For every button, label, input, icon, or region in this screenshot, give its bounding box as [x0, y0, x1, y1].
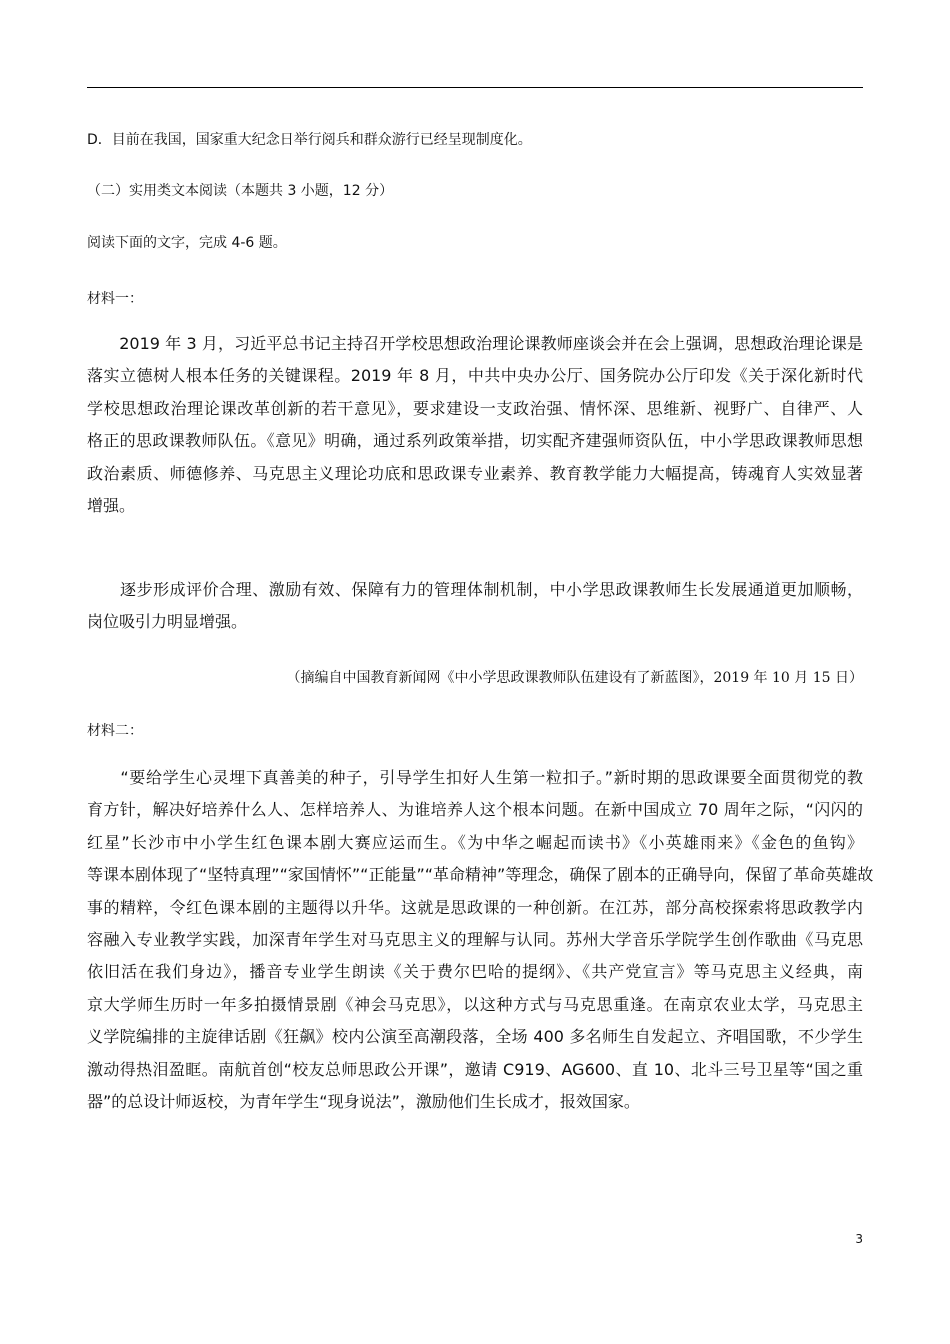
paragraph-line: 义学院编排的主旋律话剧《狂飙》校内公演至高潮段落，全场 400 多名师生自发起立、齐唱国歌，不少学生 — [87, 1027, 863, 1047]
paragraph-line: 2019 年 3 月，习近平总书记主持召开学校思想政治理论课教师座谈会并在会上强调，思想政治理论课是 — [87, 334, 863, 353]
section-heading: （二）实用类文本阅读（本题共 3 小题，12 分） — [87, 183, 394, 199]
paragraph-line: 等课本剧体现了“坚特真理”“家国情怀”“正能量”“革命精神”等理念，确保了剧本的正确导向，保留了革命英雄故 — [87, 865, 874, 885]
material-1-paragraph-2 — [87, 574, 863, 639]
paragraph-line: 红星”长沙市中小学生红色课本剧大赛应运而生。《为中华之崛起而读书》《小英雄雨来》《金色的鱼钩》 — [87, 832, 863, 852]
paragraph-line: 政治素质、师德修养、马克思主义理论功底和思政课专业素养、教育教学能力大幅提高，铸魂育人实效显著 — [87, 463, 863, 483]
material-1-label: 材料一： — [87, 291, 143, 307]
material-1-paragraph-1 — [87, 328, 863, 522]
paragraph-line: 岗位吸引力明显增强。 — [87, 612, 248, 632]
page-number: 3 — [855, 1232, 863, 1246]
paragraph-line: 激动得热泪盈眶。南航首创“校友总师思政公开课”，邀请 C919、AG600、直 10、北斗三号卫星等“国之重 — [87, 1059, 863, 1079]
paragraph-line: 事的精粹，令红色课本剧的主题得以升华。这就是思政课的一种创新。在江苏，部分高校探索将思政教学内 — [87, 897, 863, 917]
paragraph-line: 落实立德树人根本任务的关键课程。2019 年 8 月，中共中央办公厅、国务院办公厅印发《关于深化新时代 — [87, 366, 863, 386]
material-2-paragraph — [87, 762, 874, 1118]
paragraph-line: 京大学师生历时一年多拍摄情景剧《神会马克思》，以这种方式与马克思重逢。在南京农业太学，马克思主 — [87, 994, 863, 1014]
paragraph-line: “要给学生心灵埋下真善美的种子，引导学生扣好人生第一粒扣子。”新时期的思政课要全面贯彻党的教 — [87, 768, 863, 787]
paragraph-line: 学校思想政治理论课改革创新的若干意见》，要求建设一支政治强、情怀深、思维新、视野广、自律严、人 — [87, 398, 863, 418]
paragraph-line: 增强。 — [87, 495, 136, 515]
reading-instruction: 阅读下面的文字，完成 4-6 题。 — [87, 235, 287, 251]
paragraph-line: 依旧活在我们身边》，播音专业学生朗读《关于费尔巴哈的提纲》、《共产党宣言》等马克思主义经典，南 — [87, 962, 863, 982]
paragraph-line: 育方针，解决好培养什么人、怎样培养人、为谁培养人这个根本问题。在新中国成立 70 周年之际，“闪闪的 — [87, 800, 863, 820]
paragraph-line: 容融入专业教学实践，加深青年学生对马克思主义的理解与认同。苏州大学音乐学院学生创作歌曲《马克思 — [87, 929, 863, 949]
header-rule — [87, 87, 863, 88]
material-1-source-citation: （摘编自中国教育新闻网《中小学思政课教师队伍建设有了新蓝图》，2019 年 10 月 15 日） — [286, 670, 863, 686]
paragraph-line: 器”的总设计师返校，为青年学生“现身说法”，激励他们生长成才，报效国家。 — [87, 1091, 640, 1111]
paragraph-line: 格正的思政课教师队伍。《意见》明确，通过系列政策举措，切实配齐建强师资队伍，中小学思政课教师思想 — [87, 431, 863, 451]
paragraph-line: 逐步形成评价合理、激励有效、保障有力的管理体制机制，中小学思政课教师生长发展通道更加顺畅， — [87, 580, 863, 599]
material-2-label: 材料二： — [87, 723, 143, 739]
option-d-text: D．目前在我国，国家重大纪念日举行阅兵和群众游行已经呈现制度化。 — [87, 132, 532, 148]
